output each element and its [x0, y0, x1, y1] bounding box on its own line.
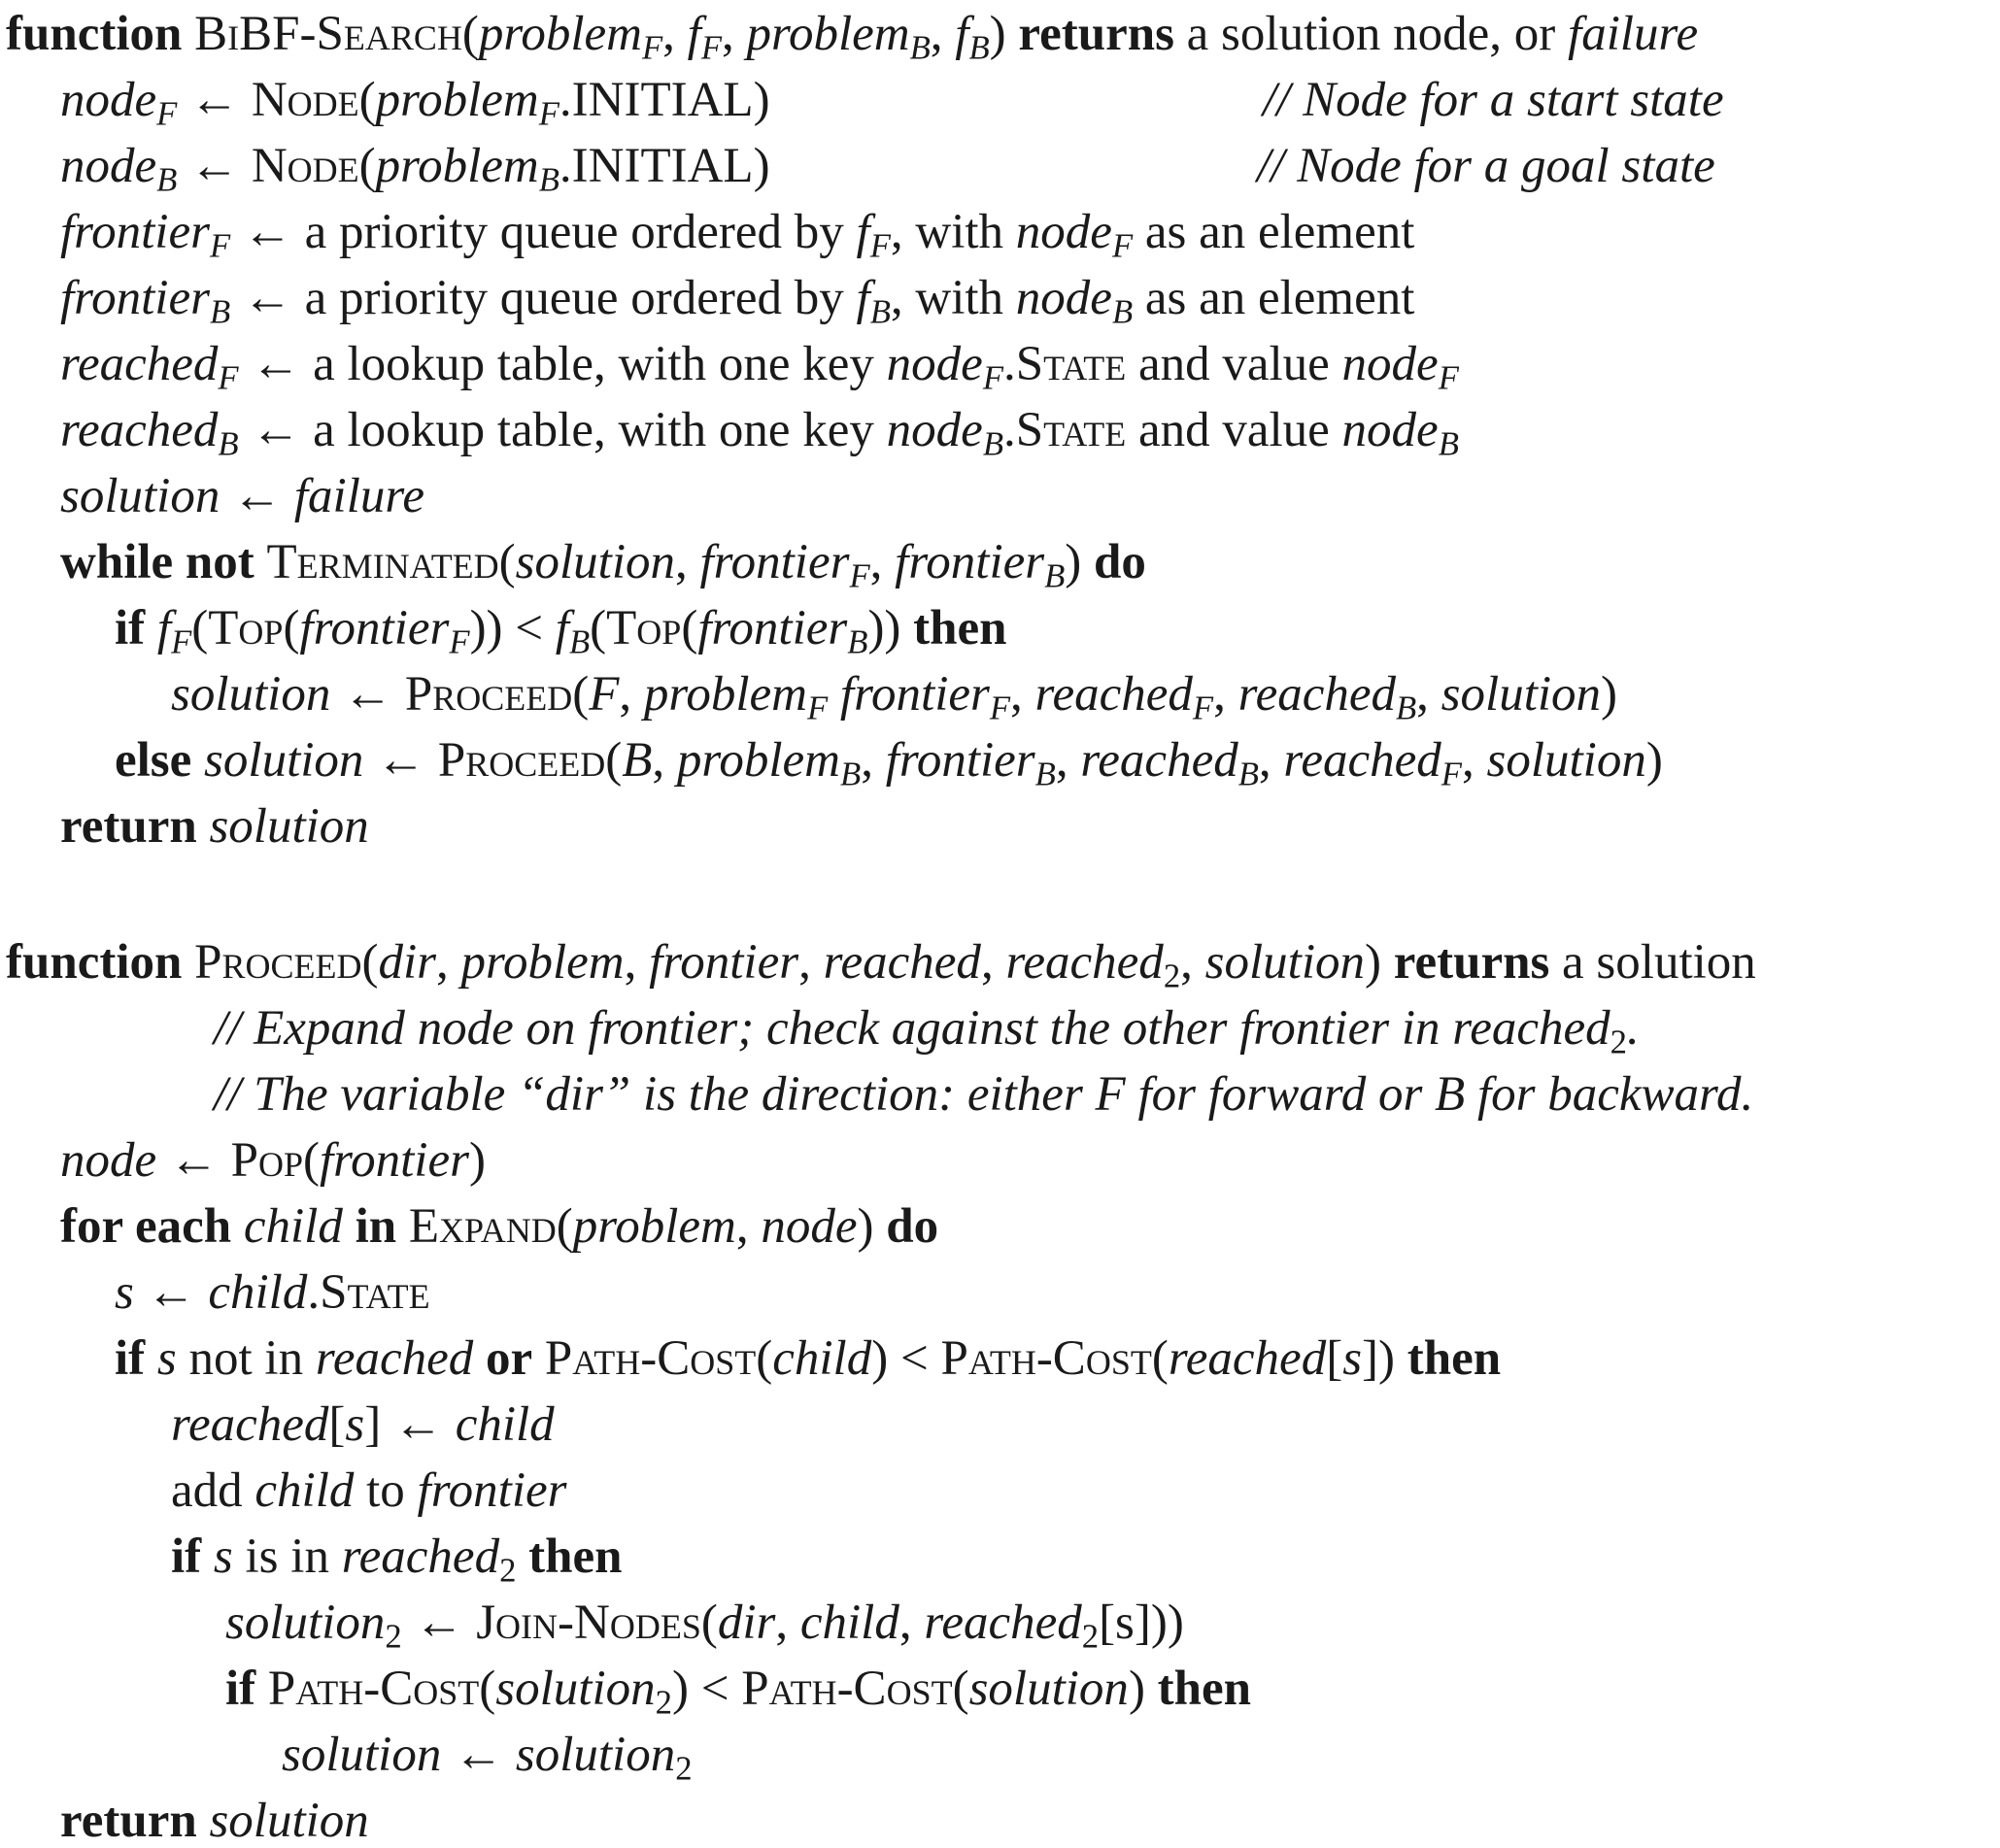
function-call: Node: [251, 139, 359, 193]
keyword: return: [60, 1794, 197, 1848]
paren: (: [952, 1662, 969, 1716]
assign-arrow: ←: [230, 271, 305, 325]
line-pop: [60, 1133, 486, 1188]
paren: (: [700, 1596, 718, 1650]
keyword: then: [1157, 1662, 1252, 1716]
keyword: then: [528, 1529, 623, 1584]
text: a priority queue ordered by: [304, 271, 857, 325]
argument: frontier: [699, 535, 850, 589]
keyword-returns: returns: [1018, 7, 1174, 61]
assign-arrow: ←: [401, 1596, 477, 1650]
attribute: .State: [307, 1265, 430, 1320]
paren: (: [498, 535, 516, 589]
comment-text: // Expand node on frontier; check against the other frontier in reached: [214, 1001, 1610, 1056]
variable: node: [1015, 271, 1112, 325]
assign-arrow: ←: [441, 1728, 516, 1782]
argument: problem: [375, 139, 539, 193]
paren: ): [857, 1199, 887, 1254]
assign-arrow: ←: [177, 73, 252, 127]
subscript: B: [568, 622, 591, 661]
variable: f: [856, 271, 870, 325]
variable: frontier: [417, 1463, 567, 1518]
separator: ,: [798, 935, 824, 990]
function-call: Proceed: [437, 733, 606, 788]
text: is in: [232, 1529, 342, 1584]
comment-expand-node: [214, 1001, 1640, 1061]
paren: ): [468, 1133, 486, 1188]
line-reachedB: [60, 403, 1459, 463]
subscript: B: [1044, 556, 1066, 595]
space: [145, 601, 157, 655]
argument: frontier: [697, 601, 848, 655]
variable: f: [555, 601, 569, 655]
variable: node: [1015, 205, 1112, 259]
comment-text: .: [1626, 1001, 1640, 1056]
keyword: do: [1094, 535, 1146, 589]
space: [254, 535, 267, 589]
argument: reached: [1034, 667, 1193, 722]
subscript: F: [1438, 358, 1459, 397]
variable: solution: [171, 667, 331, 722]
separator: ,: [898, 1596, 925, 1650]
param: f: [955, 7, 969, 61]
separator: [828, 667, 840, 722]
line-solution-init: [60, 469, 424, 523]
subscript: B: [1034, 755, 1056, 793]
variable: reached: [171, 1397, 329, 1452]
line-proceed-forward: [171, 667, 1618, 727]
param: f: [687, 7, 701, 61]
space: [191, 733, 204, 788]
subscript: F: [449, 622, 470, 661]
assign-arrow: ←: [238, 403, 314, 457]
function-call: Path-Cost: [267, 1662, 480, 1716]
variable: frontier: [60, 271, 210, 325]
argument: reached: [1283, 733, 1441, 788]
variable: node: [886, 403, 983, 457]
function-call: Proceed: [404, 667, 573, 722]
assign-arrow: ←: [156, 1133, 231, 1188]
subscript: F: [171, 622, 192, 661]
keyword: while not: [60, 535, 254, 589]
variable: node: [60, 73, 157, 127]
line-nodeB: [60, 139, 770, 199]
argument: problem: [572, 1199, 736, 1254]
space: [145, 1331, 157, 1386]
variable: child: [208, 1265, 308, 1320]
variable: s: [213, 1529, 233, 1584]
separator: ,: [775, 1596, 800, 1650]
keyword: return: [60, 799, 197, 854]
paren: (: [283, 601, 300, 655]
keyword: if: [115, 601, 146, 655]
variable: s: [156, 1331, 177, 1386]
subscript: F: [538, 94, 559, 133]
variable: s: [1342, 1331, 1363, 1386]
paren: ): [753, 139, 770, 193]
function-call: Join-Nodes: [476, 1596, 701, 1650]
subscript: B: [1111, 292, 1134, 331]
argument: problem: [643, 667, 807, 722]
text: [s])): [1099, 1596, 1184, 1650]
line-reached-assign: [171, 1397, 555, 1452]
separator: ,: [675, 535, 700, 589]
space: [197, 799, 210, 854]
separator: ,: [652, 733, 677, 788]
operator: ) <: [671, 1662, 742, 1716]
paren: (: [556, 1199, 573, 1254]
line-if-not-reached: [115, 1331, 1502, 1386]
argument: frontier: [885, 733, 1035, 788]
argument: dir: [717, 1596, 776, 1650]
paren: ): [1378, 1331, 1407, 1386]
variable: frontier: [60, 205, 210, 259]
separator: ,: [1258, 733, 1284, 788]
separator: ,: [980, 935, 1006, 990]
variable: node: [60, 139, 157, 193]
argument: node: [761, 1199, 858, 1254]
space: [231, 1199, 244, 1254]
paren: (: [590, 601, 607, 655]
variable: node: [60, 1133, 157, 1188]
paren: (: [479, 1662, 496, 1716]
keyword: else: [115, 733, 192, 788]
argument: solution: [968, 1662, 1129, 1716]
paren: (: [756, 1331, 773, 1386]
subscript: B: [1237, 755, 1259, 793]
paren: (: [461, 7, 479, 61]
paren: (: [1151, 1331, 1169, 1386]
comment-start-state: // Node for a start state: [1263, 73, 1724, 127]
line-return-bibf: [60, 799, 369, 854]
separator: ,: [624, 935, 650, 990]
function-call: Top: [606, 601, 682, 655]
keyword-function: function: [6, 935, 183, 990]
param: solution: [1204, 935, 1366, 990]
variable: reached: [60, 337, 219, 391]
paren: ): [989, 7, 1019, 61]
assign-arrow: ←: [133, 1265, 209, 1320]
paren: ): [1065, 535, 1095, 589]
value: failure: [293, 469, 424, 523]
subscript: 2: [675, 1749, 693, 1788]
keyword: if: [171, 1529, 202, 1584]
param: problem: [460, 935, 625, 990]
subscript: B: [156, 160, 178, 199]
param: reached: [823, 935, 981, 990]
variable: node: [886, 337, 983, 391]
subscript: F: [1441, 755, 1462, 793]
space: [396, 1199, 409, 1254]
function-call: Pop: [230, 1133, 304, 1188]
paren: (: [191, 601, 209, 655]
text: as an element: [1133, 271, 1415, 325]
function-call: Node: [251, 73, 359, 127]
attribute: .INITIAL: [559, 73, 754, 127]
separator: ,: [1213, 667, 1238, 722]
subscript: 2: [1610, 1023, 1627, 1061]
subscript: B: [968, 28, 990, 67]
assign-arrow: ←: [177, 139, 252, 193]
separator: ,: [662, 7, 688, 61]
subscript: B: [909, 28, 931, 67]
return-description: a solution node, or: [1173, 7, 1569, 61]
paren: (: [303, 1133, 321, 1188]
line-reachedF: [60, 337, 1459, 397]
bracket: [: [1326, 1331, 1343, 1386]
variable: s: [115, 1265, 134, 1320]
subscript: B: [538, 160, 559, 199]
line-while: [60, 535, 1146, 595]
argument: child: [799, 1596, 899, 1650]
text: a lookup table, with one key: [313, 403, 887, 457]
subscript: B: [1395, 689, 1417, 727]
return-description: a solution: [1549, 935, 1756, 990]
paren: )): [867, 601, 914, 655]
subscript: 2: [1163, 957, 1181, 995]
assign-arrow: ←: [238, 337, 314, 391]
assign-arrow: ←: [230, 205, 305, 259]
paren: (: [605, 733, 623, 788]
separator: ,: [722, 7, 747, 61]
assign-arrow: ←: [220, 469, 294, 523]
subscript: B: [840, 755, 862, 793]
function-call: Terminated: [266, 535, 499, 589]
line-if-in-reached2: [171, 1529, 623, 1590]
argument: frontier: [299, 601, 450, 655]
argument: reached: [1237, 667, 1396, 722]
space: [343, 1199, 356, 1254]
paren: ): [1645, 733, 1663, 788]
subscript: F: [700, 28, 722, 67]
separator: ,: [930, 7, 956, 61]
function-call: Path-Cost: [544, 1331, 757, 1386]
separator: ,: [735, 1199, 762, 1254]
variable: reached: [341, 1529, 500, 1584]
subscript: 2: [385, 1617, 402, 1656]
assign-arrow: ←: [330, 667, 405, 722]
keyword: or: [485, 1331, 533, 1386]
line-frontierF: [60, 205, 1415, 265]
function-call: Top: [208, 601, 284, 655]
text: a priority queue ordered by: [304, 205, 857, 259]
line-add-child: [171, 1463, 567, 1518]
argument: problem: [375, 73, 539, 127]
variable: solution: [225, 1596, 386, 1650]
separator: ,: [861, 733, 886, 788]
argument: reached: [1168, 1331, 1327, 1386]
operator: ) <: [871, 1331, 941, 1386]
keyword: then: [1407, 1331, 1502, 1386]
argument: frontier: [895, 535, 1045, 589]
param: problem: [478, 7, 642, 61]
variable: solution: [204, 733, 364, 788]
line-join-nodes: [225, 1596, 1184, 1656]
text: a lookup table, with one key: [313, 337, 887, 391]
proceed-signature-line: [6, 935, 1756, 995]
param: dir: [378, 935, 437, 990]
keyword: in: [355, 1199, 397, 1254]
subscript: B: [218, 424, 239, 463]
function-name: BiBF-Search: [194, 7, 462, 61]
text: , with: [890, 271, 1016, 325]
text: to: [354, 1463, 418, 1518]
variable: solution: [60, 469, 220, 523]
subscript: B: [1438, 424, 1459, 463]
space: [255, 1662, 268, 1716]
variable: solution: [515, 1728, 676, 1782]
argument: solution: [515, 535, 676, 589]
keyword: for each: [60, 1199, 232, 1254]
variable: child: [455, 1397, 555, 1452]
subscript: 2: [499, 1551, 517, 1590]
argument: solution: [495, 1662, 656, 1716]
assign-arrow: ←: [363, 733, 438, 788]
variable: f: [856, 205, 870, 259]
subscript: F: [641, 28, 663, 67]
line-frontierB: [60, 271, 1415, 331]
return-failure: failure: [1568, 7, 1699, 61]
subscript: F: [156, 94, 178, 133]
separator: ,: [436, 935, 461, 990]
paren: ): [753, 73, 770, 127]
subscript: F: [1111, 226, 1134, 265]
variable: child: [243, 1199, 343, 1254]
param: reached: [1005, 935, 1164, 990]
separator: ,: [869, 535, 896, 589]
subscript: B: [847, 622, 868, 661]
function-call: Path-Cost: [741, 1662, 953, 1716]
paren: (: [361, 935, 379, 990]
function-name: Proceed: [194, 935, 362, 990]
space: [197, 1794, 210, 1848]
argument: B: [622, 733, 653, 788]
subscript: F: [209, 226, 231, 265]
assign-arrow: ←: [381, 1397, 456, 1452]
argument: frontier: [839, 667, 990, 722]
space: [473, 1331, 486, 1386]
line-solution-update: [282, 1728, 693, 1788]
argument: frontier: [320, 1133, 469, 1188]
param: problem: [746, 7, 910, 61]
paren: (: [358, 73, 376, 127]
line-return-proceed: [60, 1794, 369, 1848]
text: as an element: [1133, 205, 1415, 259]
text: and value: [1126, 337, 1342, 391]
text: add: [171, 1463, 255, 1518]
text: not in: [176, 1331, 316, 1386]
variable: reached: [60, 403, 219, 457]
paren: ): [1128, 1662, 1158, 1716]
subscript: 2: [655, 1683, 672, 1722]
line-nodeF: [60, 73, 770, 133]
variable: node: [1341, 337, 1439, 391]
space: [532, 1331, 545, 1386]
variable: solution: [282, 1728, 442, 1782]
separator: ,: [1055, 733, 1081, 788]
variable: f: [156, 601, 172, 655]
subscript: F: [849, 556, 870, 595]
line-else-proceed: [115, 733, 1663, 793]
keyword: then: [913, 601, 1007, 655]
function-call: Expand: [408, 1199, 557, 1254]
paren: (: [572, 667, 590, 722]
argument: reached: [924, 1596, 1082, 1650]
subscript: F: [1192, 689, 1214, 727]
paren: ): [1601, 667, 1618, 722]
subscript: F: [869, 226, 891, 265]
variable: solution: [209, 1794, 369, 1848]
bracket: [: [328, 1397, 346, 1452]
keyword: if: [115, 1331, 146, 1386]
argument: problem: [676, 733, 841, 788]
param: frontier: [649, 935, 799, 990]
variable: child: [254, 1463, 355, 1518]
separator: ,: [1461, 733, 1487, 788]
paren: ): [1365, 935, 1394, 990]
subscript: B: [869, 292, 891, 331]
attribute: .INITIAL: [559, 139, 754, 193]
subscript: F: [218, 358, 239, 397]
paren: (: [681, 601, 698, 655]
text: and value: [1126, 403, 1342, 457]
line-if-compare: [115, 601, 1007, 661]
space: [201, 1529, 214, 1584]
keyword-returns: returns: [1393, 935, 1550, 990]
argument: child: [772, 1331, 872, 1386]
variable: s: [345, 1397, 365, 1452]
argument: reached: [1080, 733, 1238, 788]
line-for-each: [60, 1199, 939, 1254]
operator: )) <: [469, 601, 556, 655]
separator: ,: [619, 667, 644, 722]
subscript: F: [806, 689, 829, 727]
bracket: ]: [1362, 1331, 1379, 1386]
space: [516, 1529, 528, 1584]
comment-goal-state: // Node for a goal state: [1257, 139, 1715, 193]
subscript: B: [982, 424, 1003, 463]
bracket: ]: [364, 1397, 382, 1452]
variable: node: [1341, 403, 1439, 457]
keyword-function: function: [6, 7, 183, 61]
attribute: .State: [1003, 337, 1127, 391]
line-if-path-cost: [225, 1662, 1252, 1722]
function-call: Path-Cost: [940, 1331, 1152, 1386]
separator: ,: [1180, 935, 1205, 990]
variable: solution: [209, 799, 369, 854]
argument: F: [589, 667, 620, 722]
keyword: if: [225, 1662, 256, 1716]
separator: ,: [1010, 667, 1035, 722]
argument: solution: [1441, 667, 1602, 722]
argument: solution: [1486, 733, 1646, 788]
paren: (: [358, 139, 376, 193]
subscript: B: [209, 292, 231, 331]
bibf-signature-line: [6, 7, 1699, 67]
subscript: 2: [1081, 1617, 1100, 1656]
attribute: .State: [1003, 403, 1127, 457]
comment-dir-variable: // The variable “dir” is the direction: either F for forward or B for backward.: [214, 1067, 1754, 1122]
line-s-state: [115, 1265, 430, 1320]
text: , with: [890, 205, 1016, 259]
subscript: F: [989, 689, 1011, 727]
subscript: F: [982, 358, 1003, 397]
variable: reached: [315, 1331, 474, 1386]
keyword: do: [886, 1199, 939, 1254]
separator: ,: [1416, 667, 1441, 722]
